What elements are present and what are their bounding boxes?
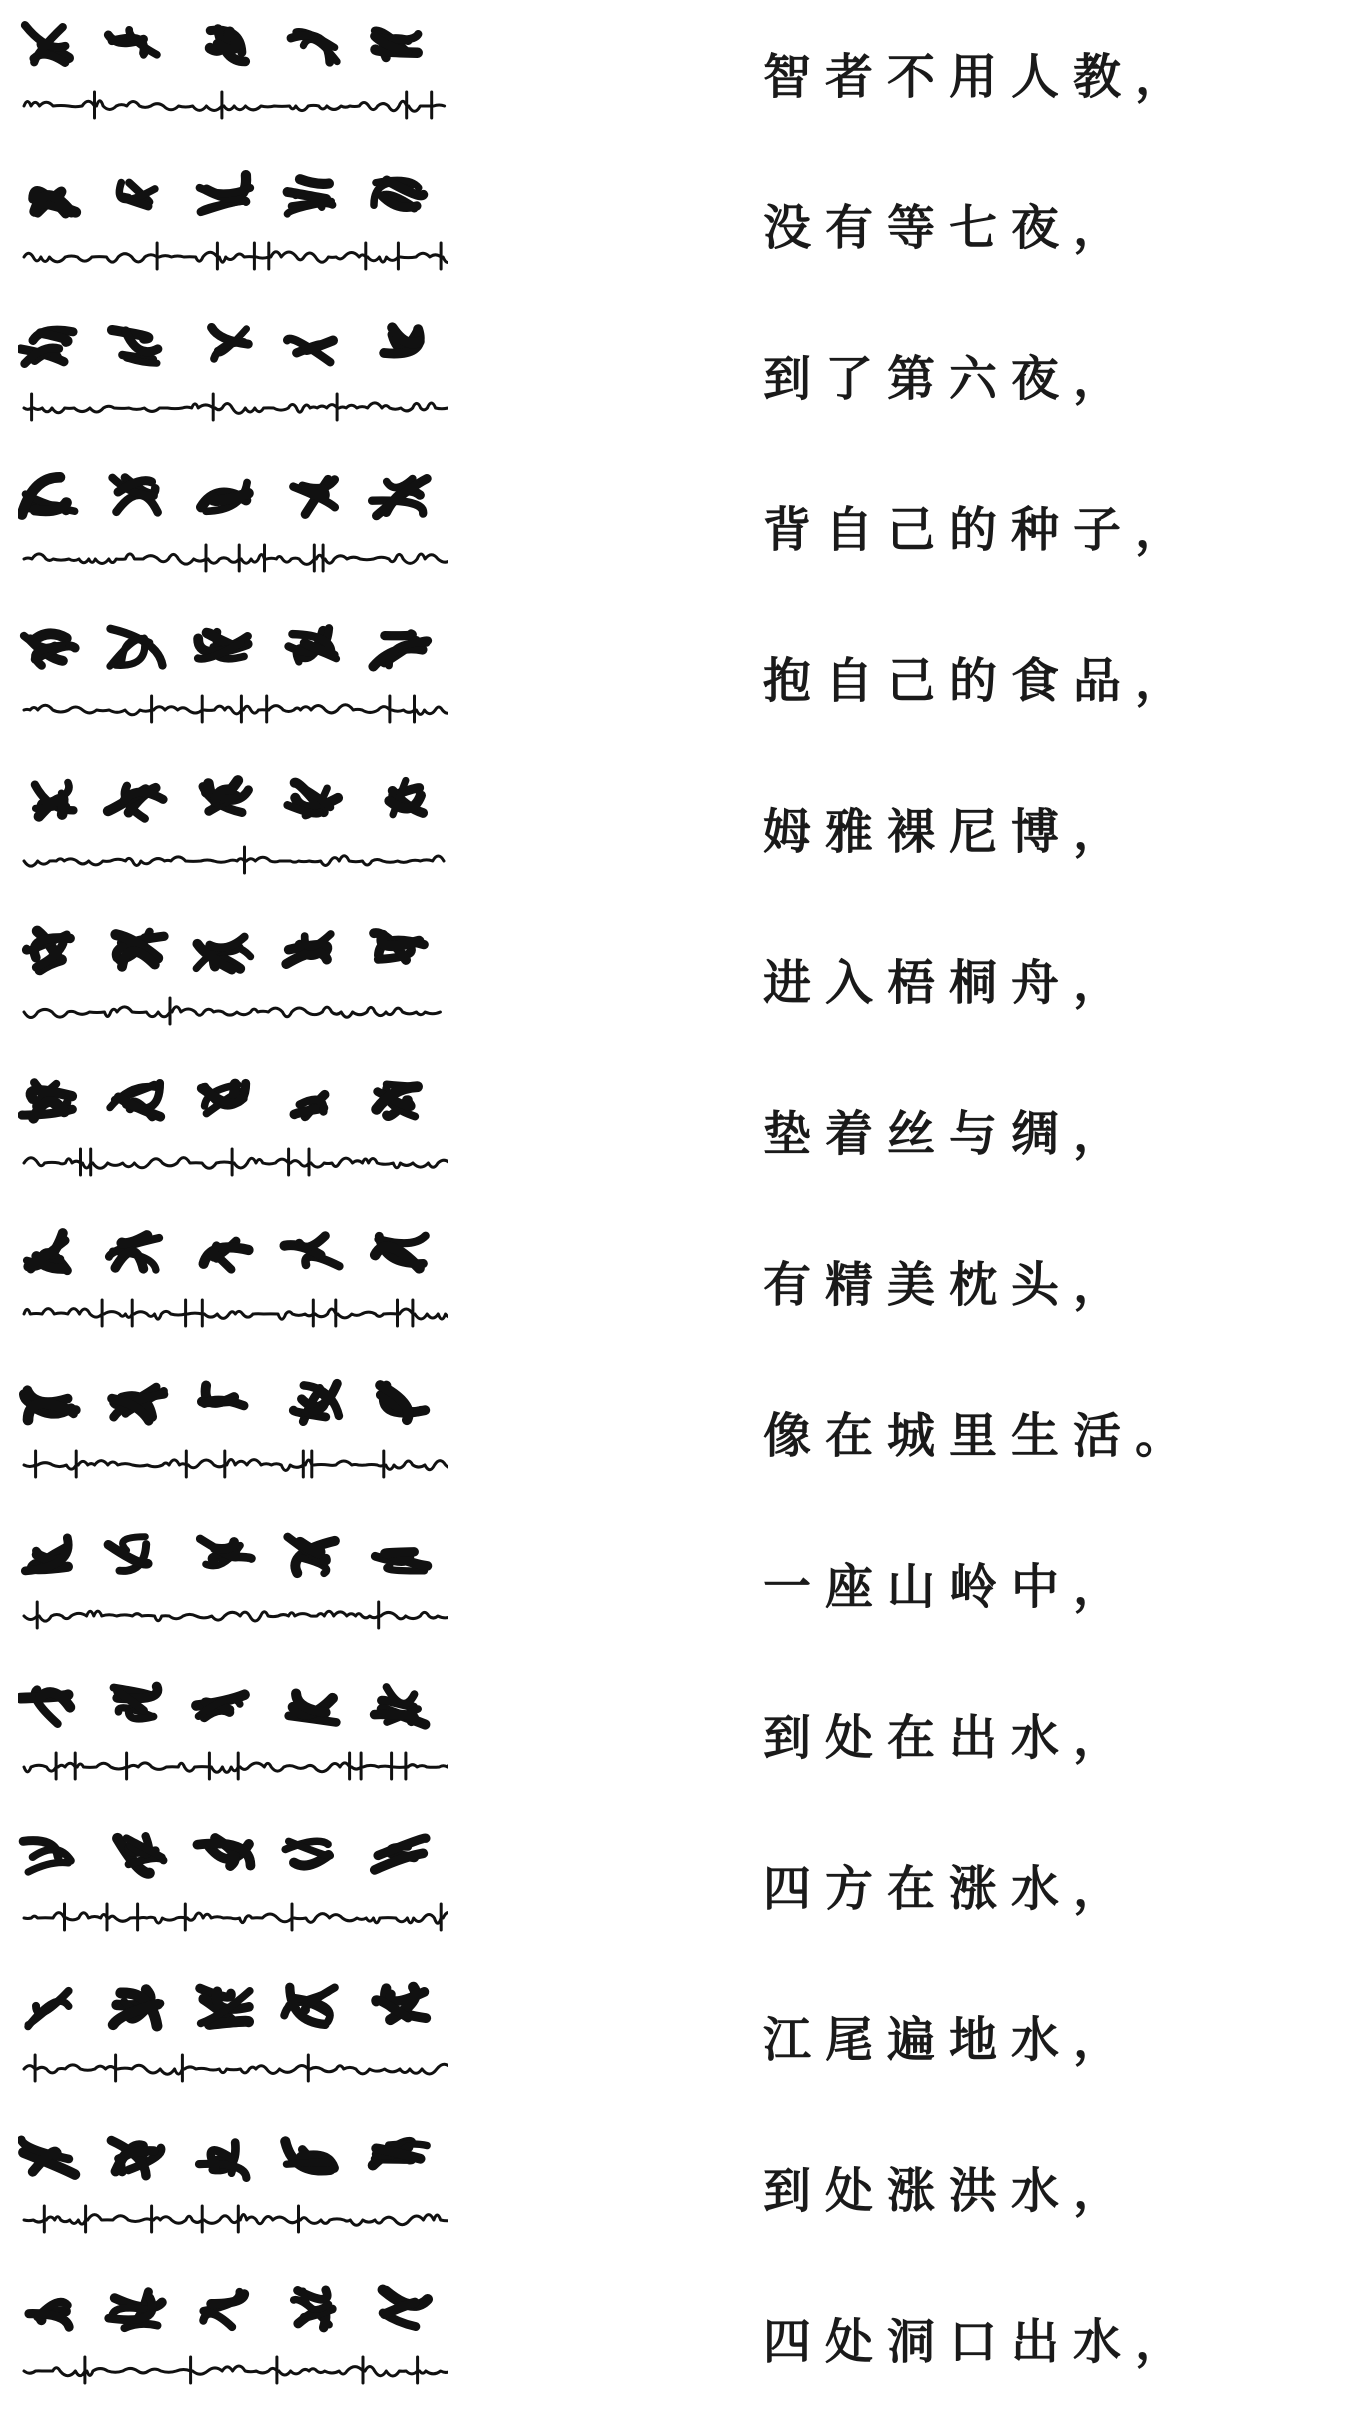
verse-line: [0, 608, 1359, 759]
verse-line: [0, 2269, 1359, 2420]
verse-line: [0, 457, 1359, 608]
translation-text: 四方在涨水，: [763, 1861, 1136, 1917]
translation-text: 背自己的种子，: [763, 502, 1198, 558]
verse-line: [0, 759, 1359, 910]
handwritten-script-image: [18, 316, 448, 431]
verse-line: [0, 155, 1359, 306]
translation-text: 姆雅裸尼博，: [763, 804, 1136, 860]
handwritten-script-image: [18, 2128, 448, 2243]
verse-line: [0, 1212, 1359, 1363]
translation-text: 像在城里生活。: [763, 1408, 1198, 1464]
translation-text: 垫着丝与绸，: [763, 1106, 1136, 1162]
handwritten-script-image: [18, 1977, 448, 2092]
translation-text: 到处涨洪水，: [763, 2163, 1136, 2219]
verse-line: [0, 306, 1359, 457]
verse-line: [0, 1816, 1359, 1967]
handwritten-script-image: [18, 2279, 448, 2394]
translation-text: 抱自己的食品，: [763, 653, 1198, 709]
handwritten-script-image: [18, 618, 448, 733]
handwritten-script-image: [18, 1524, 448, 1639]
handwritten-script-image: [18, 1826, 448, 1941]
translation-text: 一座山岭中，: [763, 1559, 1136, 1615]
handwritten-script-image: [18, 14, 448, 129]
translation-text: 有精美枕头，: [763, 1257, 1136, 1313]
translation-text: 没有等七夜，: [763, 200, 1136, 256]
translation-text: 到处在出水，: [763, 1710, 1136, 1766]
handwritten-script-image: [18, 1071, 448, 1186]
verse-line: [0, 2118, 1359, 2269]
verse-line: [0, 1061, 1359, 1212]
verse-line: [0, 4, 1359, 155]
handwritten-script-image: [18, 920, 448, 1035]
handwritten-script-image: [18, 769, 448, 884]
translation-text: 四处洞口出水，: [763, 2314, 1198, 2370]
translation-text: 江尾遍地水，: [763, 2012, 1136, 2068]
verse-line: [0, 1363, 1359, 1514]
handwritten-script-image: [18, 1675, 448, 1790]
translation-text: 进入梧桐舟，: [763, 955, 1136, 1011]
handwritten-script-image: [18, 467, 448, 582]
verse-line: [0, 1967, 1359, 2118]
verse-line: [0, 910, 1359, 1061]
translation-text: 到了第六夜，: [763, 351, 1136, 407]
verse-line: [0, 1665, 1359, 1816]
translation-text: 智者不用人教，: [763, 49, 1198, 105]
verse-line: [0, 1514, 1359, 1665]
handwritten-script-image: [18, 165, 448, 280]
handwritten-script-image: [18, 1373, 448, 1488]
handwritten-script-image: [18, 1222, 448, 1337]
